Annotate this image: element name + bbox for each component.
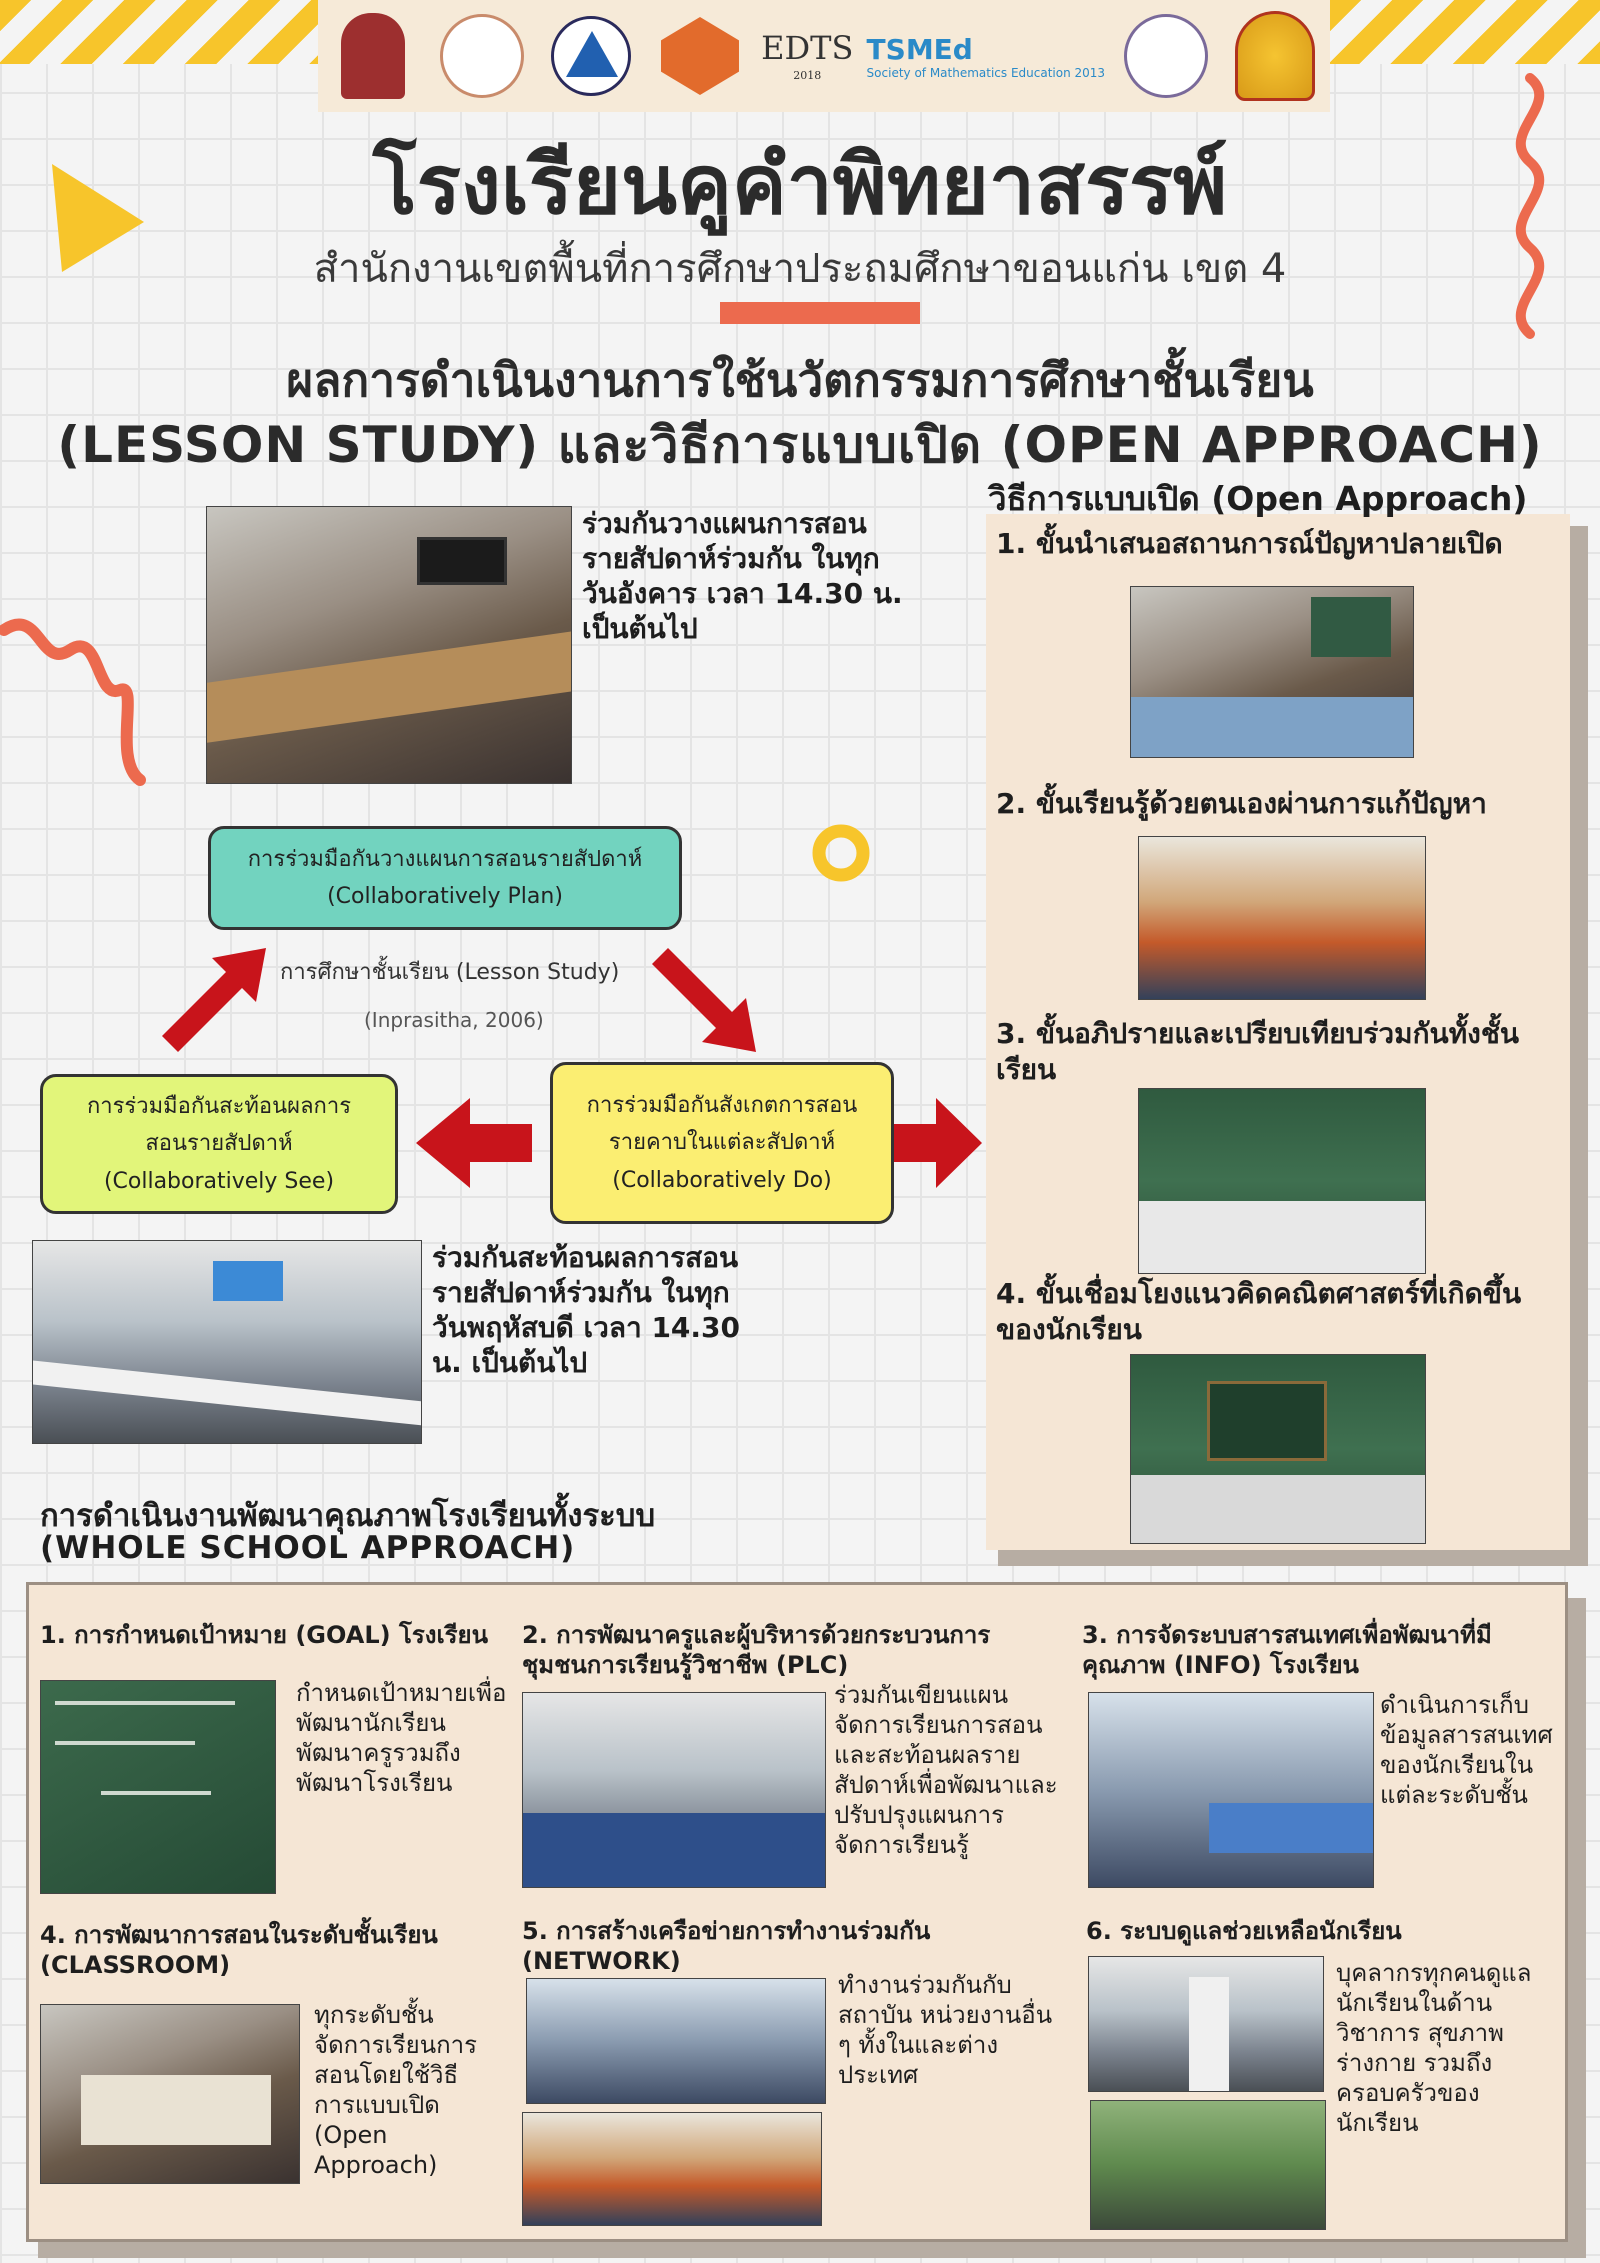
weekly-planning-photo <box>206 506 572 784</box>
edts-logo-text: EDTS <box>761 28 854 67</box>
edts-logo-year: 2018 <box>793 68 822 82</box>
wsa-item-2-plc-photo <box>522 1692 826 1888</box>
wsa-item-3-info-photo <box>1088 1692 1374 1888</box>
wsa-item-1-text: กำหนดเป้าหมายเพื่อพัฒนานักเรียน พัฒนาครูรวมถึงพัฒนาโรงเรียน <box>296 1679 507 1797</box>
do-box-thai-line-2: รายคาบในแต่ละสัปดาห์ <box>608 1130 836 1156</box>
wsa-item-5-network-photo-2 <box>522 2112 822 2226</box>
step-2-students-photo <box>1138 836 1426 1000</box>
step-3-discussion-photo <box>1138 1088 1426 1274</box>
open-approach-title: วิธีการแบบเปิด (Open Approach) <box>988 479 1528 518</box>
wsa-item-3-text: ดำเนินการเก็บข้อมูลสารสนเทศของนักเรียนในแต่ละระดับชั้น <box>1380 1691 1553 1809</box>
wsa-item-3-title: 3. การจัดระบบสารสนเทศเพื่อพัฒนาที่มีคุณภาพ (INFO) โรงเรียน <box>1082 1621 1492 1679</box>
wsa-item-5-network-photo-1 <box>526 1978 826 2104</box>
open-approach-step-4: 4. ขั้นเชื่อมโยงแนวคิดคณิตศาสตร์ที่เกิดขึ้นของนักเรียน <box>996 1277 1522 1347</box>
headline-line-1: ผลการดำเนินงานการใช้นวัตกรรมการศึกษาชั้นเรียน <box>286 353 1314 407</box>
see-box-thai-line-1: การร่วมมือกันสะท้อนผลการ <box>86 1093 352 1119</box>
open-approach-step-1: 1. ขั้นนำเสนอสถานการณ์ปัญหาปลายเปิด <box>996 527 1503 560</box>
whole-school-title-line-1: การดำเนินงานพัฒนาคุณภาพโรงเรียนทั้งระบบ <box>40 1498 656 1534</box>
collaboratively-see-box <box>40 1074 398 1214</box>
wsa-item-6-text: บุคลากรทุกคนดูแลนักเรียนในด้านวิชาการ สุขภาพ ร่างกาย รวมถึงครอบครัวของนักเรียน <box>1336 1959 1532 2137</box>
crme-triangle-logo <box>543 10 639 102</box>
arrow-do-to-see-icon <box>412 1098 532 1188</box>
top-right-stripes <box>1330 0 1600 64</box>
arrow-to-open-approach-icon <box>892 1098 982 1188</box>
wsa-item-5-title: 5. การสร้างเครือข่ายการทำงานร่วมกัน (NETWORK) <box>522 1917 931 1975</box>
wsa-item-6-title: 6. ระบบดูแลช่วยเหลือนักเรียน <box>1086 1917 1402 1945</box>
do-box-english-label: (Collaboratively Do) <box>612 1167 832 1193</box>
yellow-ring-decoration <box>810 822 872 884</box>
lesson-study-cycle-label: การศึกษาชั้นเรียน (Lesson Study) <box>280 960 620 985</box>
do-box-thai-line-1: การร่วมมือกันสังเกตการสอน <box>586 1092 858 1118</box>
collaboratively-do-box <box>550 1062 894 1224</box>
see-box-english-label: (Collaboratively See) <box>103 1168 335 1194</box>
wsa-item-4-title: 4. การพัฒนาการสอนในระดับชั้นเรียน (CLASSROOM) <box>40 1921 438 1979</box>
tsmed-logo <box>867 33 1106 80</box>
tsmed-logo-sub: Society of Mathematics Education 2013 <box>866 65 1106 80</box>
edts-logo <box>761 28 854 82</box>
reflection-note: ร่วมกันสะท้อนผลการสอนรายสัปดาห์ร่วมกัน ในทุกวันพฤหัสบดี เวลา 14.30 น. เป็นต้นไป <box>432 1241 741 1379</box>
wsa-item-6-support-photo-2 <box>1090 2100 1326 2230</box>
wsa-item-2-text: ร่วมกันเขียนแผนจัดการเรียนการสอนและสะท้อนผลรายสัปดาห์เพื่อพัฒนาและปรับปรุงแผนการจัดการเรียนรู้ <box>834 1681 1058 1859</box>
plan-box-thai-label: การร่วมมือกันวางแผนการสอนรายสัปดาห์ <box>247 846 643 872</box>
faculty-circle-logo <box>434 10 530 102</box>
wsa-item-4-text: ทุกระดับชั้นจัดการเรียนการสอนโดยใช้วิธีการแบบเปิด (Open Approach) <box>314 2001 478 2179</box>
school-crest-logo <box>1227 10 1323 102</box>
school-name-title: โรงเรียนคูคำพิทยาสรรพ์ <box>372 138 1228 233</box>
title-divider-bar <box>720 302 920 324</box>
wsa-item-1-chalkboard-photo <box>40 1680 276 1894</box>
lesson-study-citation: (Inprasitha, 2006) <box>364 1008 544 1032</box>
wsa-item-6-support-photo-1 <box>1088 1956 1324 2092</box>
top-left-stripes <box>0 0 318 64</box>
wsa-item-1-title: 1. การกำหนดเป้าหมาย (GOAL) โรงเรียน <box>40 1621 489 1649</box>
wsa-item-2-title: 2. การพัฒนาครูและผู้บริหารด้วยกระบวนการชุมชนการเรียนรู้วิชาชีพ (PLC) <box>522 1621 991 1679</box>
plan-box-english-label: (Collaboratively Plan) <box>327 884 563 909</box>
step-4-connection-photo <box>1130 1354 1426 1544</box>
open-approach-step-2: 2. ขั้นเรียนรู้ด้วยตนเองผ่านการแก้ปัญหา <box>996 787 1487 820</box>
step-1-classroom-photo <box>1130 586 1414 758</box>
coral-squiggle-left-decoration <box>0 610 150 790</box>
open-approach-step-3: 3. ขั้นอภิปรายและเปรียบเทียบร่วมกันทั้งชั้นเรียน <box>996 1017 1519 1087</box>
whole-school-title-line-2: (WHOLE SCHOOL APPROACH) <box>40 1530 576 1566</box>
see-box-thai-line-2: สอนรายสัปดาห์ <box>145 1131 293 1157</box>
wsa-item-5-text: ทำงานร่วมกันกับสถาบัน หน่วยงานอื่น ๆ ทั้งในและต่างประเทศ <box>838 1971 1053 2089</box>
education-office-subtitle: สำนักงานเขตพื้นที่การศึกษาประถมศึกษาขอนแก่น เขต 4 <box>313 246 1287 292</box>
wsa-item-4-classroom-photo <box>40 2004 300 2184</box>
collaboratively-plan-box <box>208 826 682 930</box>
headline-line-2: (LESSON STUDY) และวิธีการแบบเปิด (OPEN APPROACH) <box>57 416 1543 474</box>
tsmed-logo-text: TSMEd <box>866 32 973 66</box>
planning-note: ร่วมกันวางแผนการสอนรายสัปดาห์ร่วมกัน ในทุกวันอังคาร เวลา 14.30 น. เป็นต้นไป <box>582 507 903 645</box>
cem-circle-logo <box>1118 10 1214 102</box>
hexagon-logo <box>652 10 748 102</box>
arrow-plan-to-do-icon <box>640 940 770 1060</box>
arrow-see-to-plan-icon <box>150 940 280 1060</box>
weekly-reflection-photo <box>32 1240 422 1444</box>
partner-logo-bar <box>318 0 1330 112</box>
kku-seal-logo <box>325 10 421 102</box>
